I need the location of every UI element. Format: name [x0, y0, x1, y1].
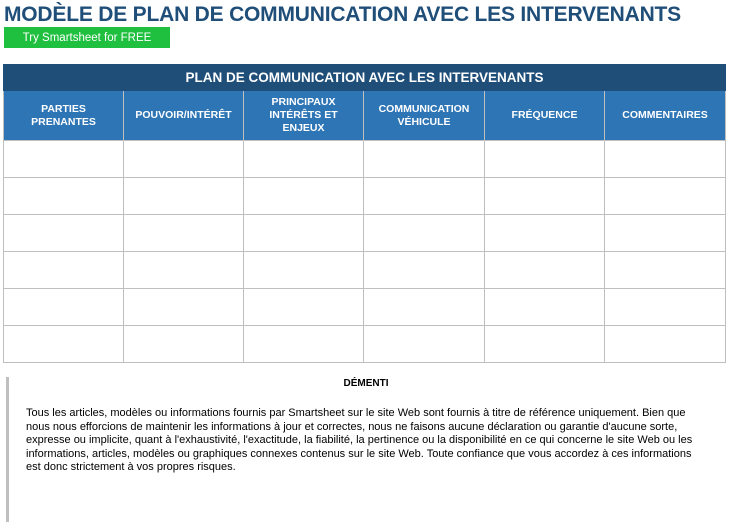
table-cell[interactable] [244, 326, 364, 363]
table-cell[interactable] [485, 326, 605, 363]
table-cell[interactable] [124, 215, 244, 252]
table-row [4, 141, 726, 178]
table-cell[interactable] [605, 141, 726, 178]
column-header-frequency: FRÉQUENCE [485, 91, 605, 141]
table-cell[interactable] [244, 141, 364, 178]
table-cell[interactable] [364, 141, 485, 178]
table-cell[interactable] [4, 178, 124, 215]
try-smartsheet-button[interactable]: Try Smartsheet for FREE [4, 27, 170, 48]
table-cell[interactable] [364, 252, 485, 289]
table-cell[interactable] [4, 289, 124, 326]
table-cell[interactable] [485, 289, 605, 326]
table-cell[interactable] [124, 252, 244, 289]
table-cell[interactable] [4, 326, 124, 363]
table-cell[interactable] [605, 178, 726, 215]
communication-plan-table [3, 64, 726, 363]
table-cell[interactable] [364, 326, 485, 363]
table-row [4, 215, 726, 252]
table-cell[interactable] [364, 215, 485, 252]
table-cell[interactable] [244, 252, 364, 289]
disclaimer-title: DÉMENTI [343, 378, 389, 389]
table-cell[interactable] [605, 252, 726, 289]
table-cell[interactable] [605, 289, 726, 326]
table-header-row [4, 91, 726, 141]
table-cell[interactable] [605, 326, 726, 363]
column-header-stakeholders: PARTIES PRENANTES [4, 91, 124, 141]
disclaimer-box [6, 377, 725, 522]
table-cell[interactable] [485, 178, 605, 215]
table-cell[interactable] [244, 178, 364, 215]
table-cell[interactable] [485, 215, 605, 252]
table-cell[interactable] [4, 141, 124, 178]
disclaimer-text: Tous les articles, modèles ou informations fournis par Smartsheet sur le site Web sont fournis à titre de référence uniquement. Bien que nous nous efforcions de maintenir les informations à jour et correctes, nous ne faisons aucune déclaration ou garantie d'aucune sorte, expresse ou implicite, quant à l'exhaustivité, l'exactitude, la fiabilité, la pertinence ou la disponibilité en ce qui concerne le site Web ou les informations, articles, modèles ou graphiques connexes contenus sur le site Web. Toute confiance que vous accordez à ces informations est donc strictement à vos propres risques. [26, 407, 693, 473]
table-cell[interactable] [124, 178, 244, 215]
column-header-comments: COMMENTAIRES [605, 91, 726, 141]
table-cell[interactable] [4, 252, 124, 289]
table-cell[interactable] [485, 252, 605, 289]
column-header-key-interests: PRINCIPAUX INTÉRÊTS ET ENJEUX [244, 91, 364, 141]
table-row [4, 252, 726, 289]
column-header-communication-vehicle: COMMUNICATION VÉHICULE [364, 91, 485, 141]
table-row [4, 178, 726, 215]
table-row [4, 289, 726, 326]
table-cell[interactable] [364, 178, 485, 215]
table-row [4, 326, 726, 363]
table-cell[interactable] [485, 141, 605, 178]
table-cell[interactable] [4, 215, 124, 252]
table-cell[interactable] [364, 289, 485, 326]
table-cell[interactable] [244, 289, 364, 326]
table-cell[interactable] [124, 326, 244, 363]
table-cell[interactable] [124, 289, 244, 326]
page-title: MODÈLE DE PLAN DE COMMUNICATION AVEC LES INTERVENANTS [4, 3, 681, 26]
table-cell[interactable] [244, 215, 364, 252]
table-cell[interactable] [124, 141, 244, 178]
table-cell[interactable] [605, 215, 726, 252]
table-banner: PLAN DE COMMUNICATION AVEC LES INTERVENANTS [4, 65, 726, 91]
column-header-power-interest: POUVOIR/INTÉRÊT [124, 91, 244, 141]
